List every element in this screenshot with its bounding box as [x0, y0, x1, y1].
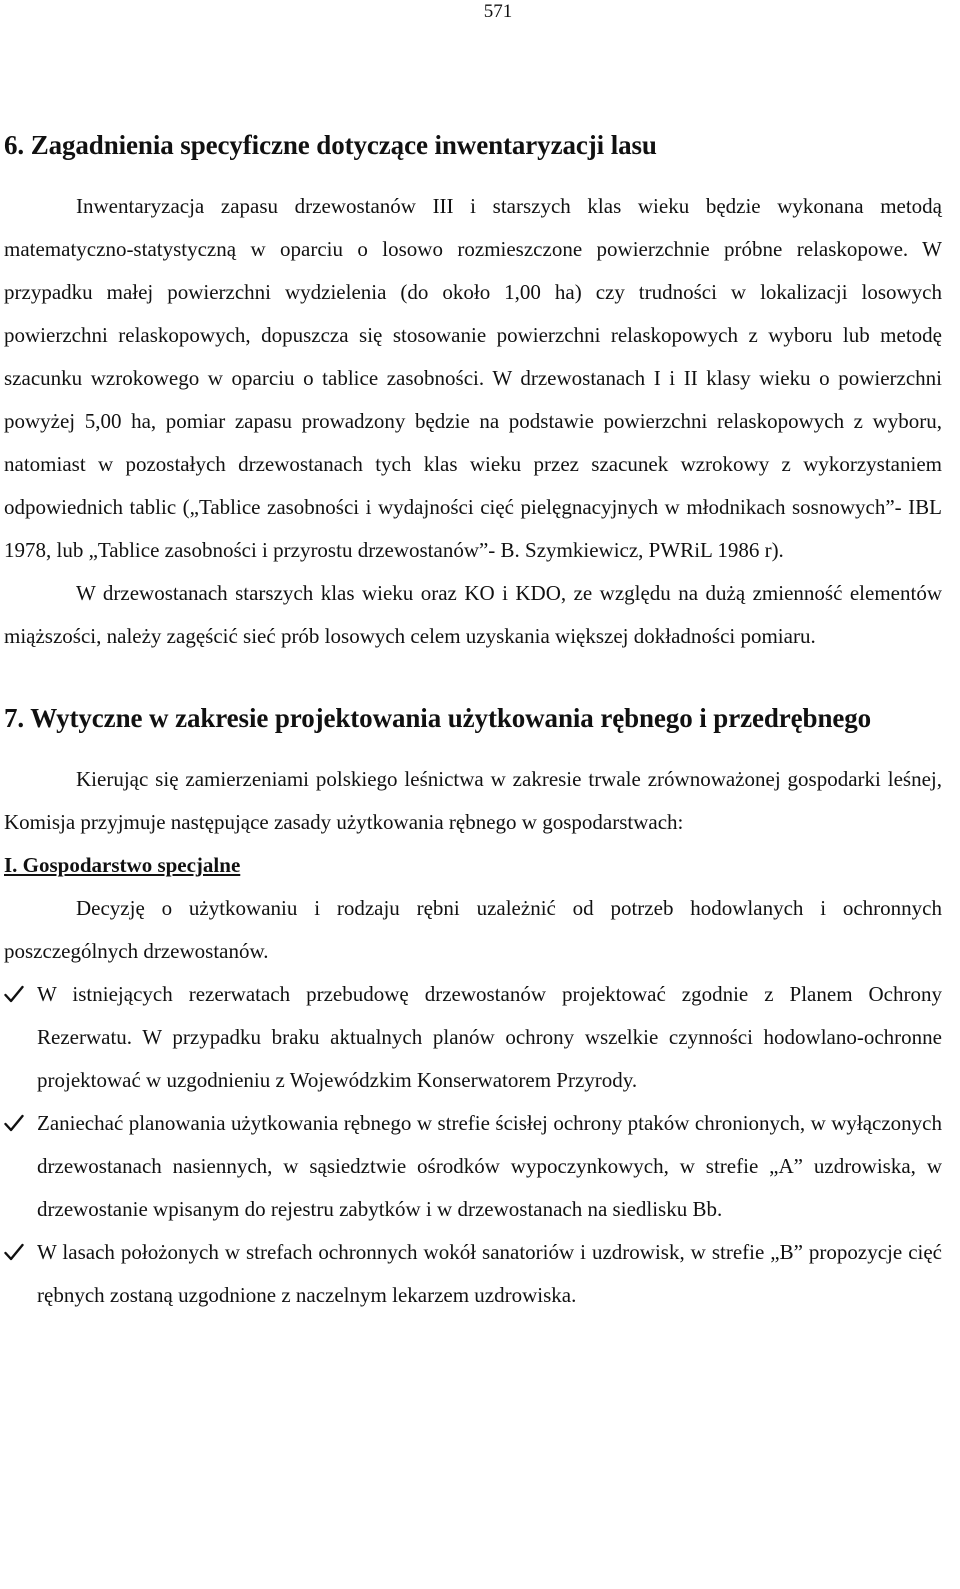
checkmark-icon: [4, 1243, 24, 1261]
checklist: [4, 973, 942, 1317]
list-item-text: W istniejących rezerwatach przebudowę drzewostanów projektować zgodnie z Planem Ochrony Rezerwatu. W przypadku braku aktualnych planów ochrony wszelkie czynności hodowlano-ochronne projektować w uzgodnieniu z Wojewódzkim Konserwatorem Przyrody.: [37, 982, 942, 1092]
checkmark-icon: [4, 1114, 24, 1132]
section-7-intro: Kierując się zamierzeniami polskiego leśnictwa w zakresie trwale zrównoważonej gospodarki leśnej, Komisja przyjmuje następujące zasady użytkowania rębnego w gospodarstwach:: [4, 767, 942, 834]
subsection-paragraph: Decyzję o użytkowaniu i rodzaju rębni uzależnić od potrzeb hodowlanych i ochronnych poszczególnych drzewostanów.: [4, 896, 942, 963]
list-item: [4, 973, 942, 1102]
section-6-paragraph-2: W drzewostanach starszych klas wieku oraz KO i KDO, ze względu na dużą zmienność elementów miąższości, należy zagęścić sieć prób losowych celem uzyskania większej dokładności pomiaru.: [4, 581, 942, 648]
checkmark-icon: [4, 985, 24, 1003]
section-6-paragraph-1: Inwentaryzacja zapasu drzewostanów III i starszych klas wieku będzie wykonana metodą matematyczno-statystyczną w oparciu o losowo rozmieszczone powierzchnie próbne relaskopowe. W przypadku małej powierzchni wydzielenia (do około 1,00 ha) czy trudności w lokalizacji losowych powierzchni relaskopowych, dopuszcza się stosowanie powierzchni relaskopowych z wyboru lub metodę szacunku wzrokowego w oparciu o tablice zasobności. W drzewostanach I i II klasy wieku o powierzchni powyżej 5,00 ha, pomiar zapasu prowadzony będzie na podstawie powierzchni relaskopowych z wyboru, natomiast w pozostałych drzewostanach tych klas wieku przez szacunek wzrokowy z wykorzystaniem odpowiednich tablic („Tablice zasobności i wydajności cięć pielęgnacyjnych w młodnikach sosnowych”- IBL 1978, lub „Tablice zasobności i przyrostu drzewostanów”- B. Szymkiewicz, PWRiL 1986 r).: [4, 194, 942, 562]
subsection-heading: I. Gospodarstwo specjalne: [4, 853, 241, 877]
list-item-text: Zaniechać planowania użytkowania rębnego w strefie ścisłej ochrony ptaków chronionych, w wyłączonych drzewostanach nasiennych, w sąsiedztwie ośrodków wypoczynkowych, w strefie „A” uzdrowiska, w drzewostanie wpisanym do rejestru zabytków i w drzewostanach na siedlisku Bb.: [37, 1111, 942, 1221]
list-item: [4, 1102, 942, 1231]
document-body: [4, 128, 942, 1317]
list-item: [4, 1231, 942, 1317]
page-number: 571: [483, 1, 513, 22]
section-7-heading: 7. Wytyczne w zakresie projektowania użytkowania rębnego i przedrębnego: [4, 703, 872, 733]
section-6-heading: 6. Zagadnienia specyficzne dotyczące inwentaryzacji lasu: [4, 130, 657, 160]
list-item-text: W lasach położonych w strefach ochronnych wokół sanatoriów i uzdrowisk, w strefie „B” propozycje cięć rębnych zostaną uzgodnione z naczelnym lekarzem uzdrowiska.: [37, 1240, 942, 1307]
